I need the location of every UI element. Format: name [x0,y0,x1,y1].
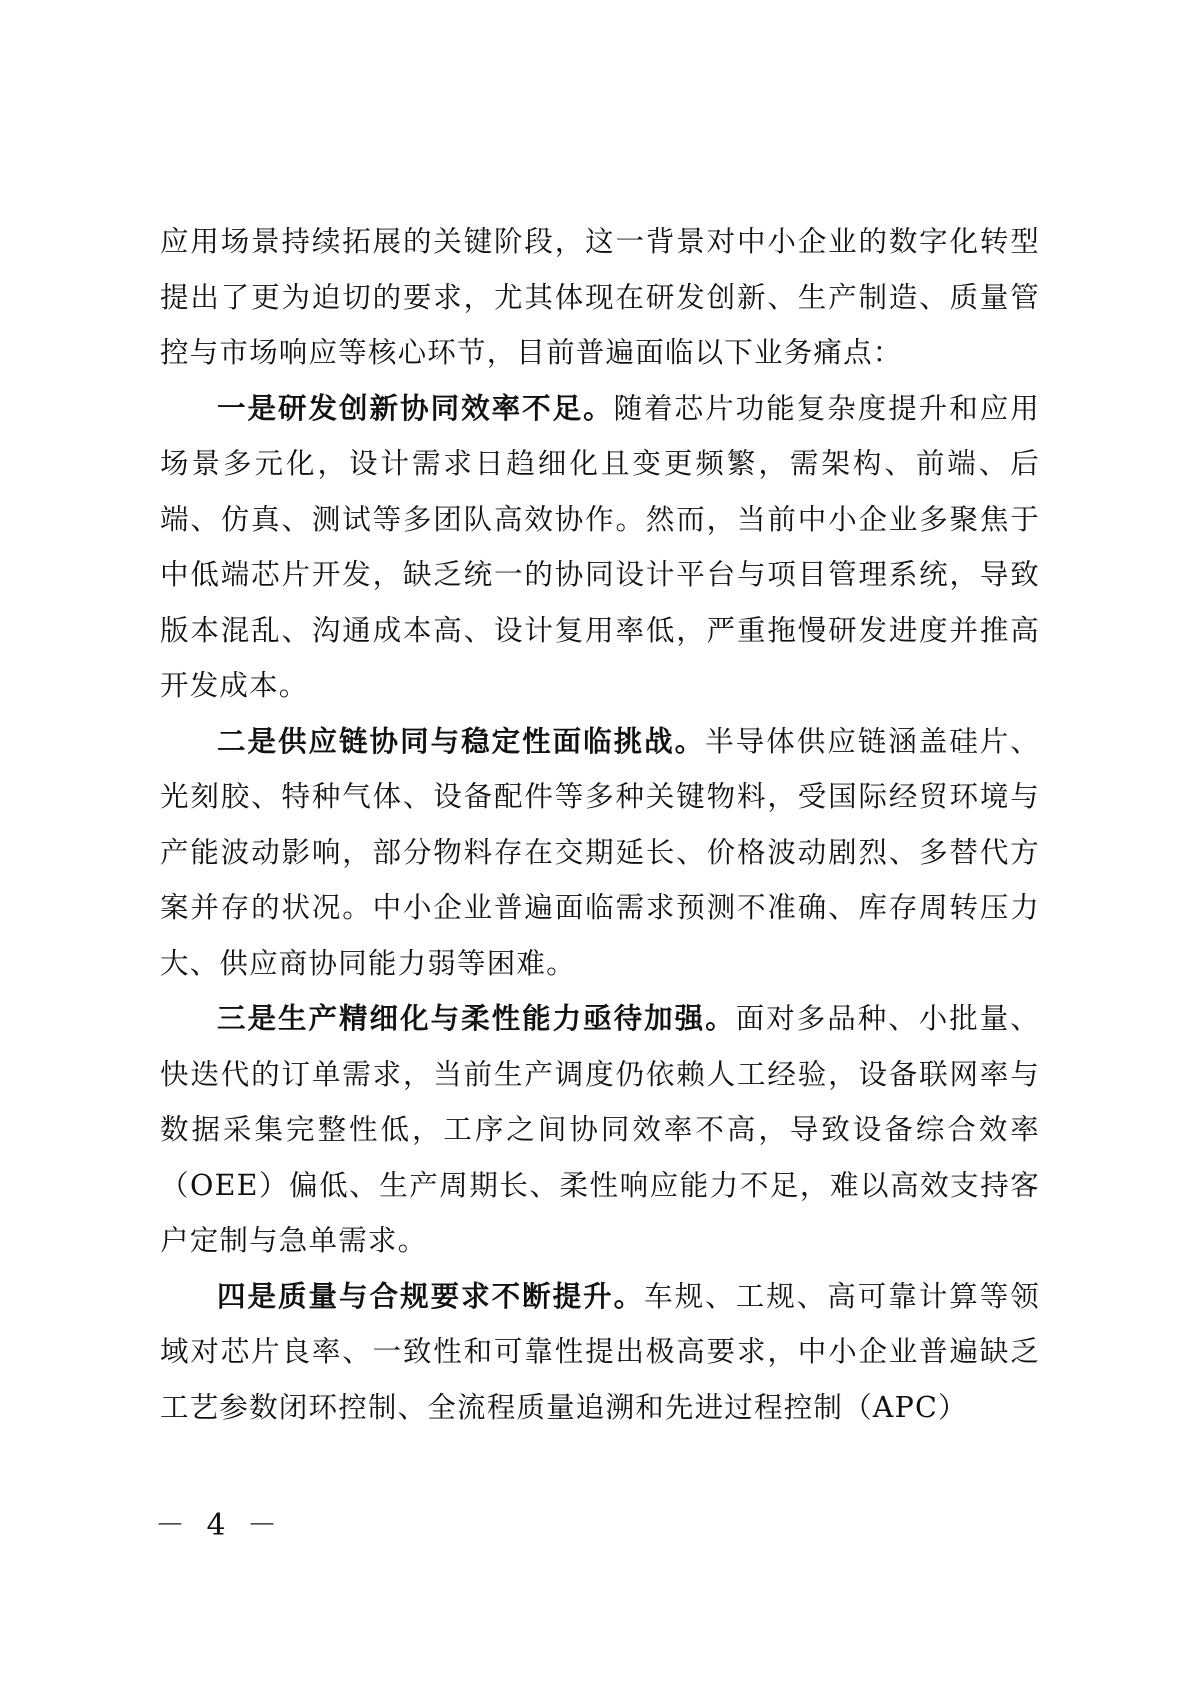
paragraph-rd-collaboration [160,381,1040,714]
paragraph-quality-compliance [160,1269,1040,1436]
paragraph-text: 应用场景持续拓展的关键阶段，这一背景对中小企业的数字化转型提出了更为迫切的要求，尤其体现在研发创新、生产制造、质量管控与市场响应等核心环节，目前普遍面临以下业务痛点： [160,225,1040,369]
page-number: － 4 － [155,1508,284,1543]
paragraph-text: 车规、工规、高可靠计算等领域对芯片良率、一致性和可靠性提出极高要求，中小企业普遍缺乏工艺参数闭环控制、全流程质量追溯和先进过程控制（APC） [160,1279,1040,1424]
paragraph-supply-chain [160,714,1040,992]
paragraph-heading: 三是生产精细化与柔性能力亟待加强。 [217,1002,736,1035]
paragraph-heading: 一是研发创新协同效率不足。 [217,391,614,425]
paragraph-intro-continued [160,214,1040,381]
paragraph-heading: 二是供应链协同与稳定性面临挑战。 [217,724,706,758]
body-text [160,214,1040,1435]
paragraph-text: 随着芯片功能复杂度提升和应用场景多元化，设计需求日趋细化且变更频繁，需架构、前端、后端、仿真、测试等多团队高效协作。然而，当前中小企业多聚焦于中低端芯片开发，缺乏统一的协同设计平台与项目管理系统，导致版本混乱、沟通成本高、设计复用率低，严重拖慢研发进度并推高开发成本。 [160,391,1040,702]
paragraph-text: 面对多品种、小批量、快迭代的订单需求，当前生产调度仍依赖人工经验，设备联网率与数据采集完整性低，工序之间协同效率不高，导致设备综合效率（OEE）偏低、生产周期长、柔性响应能力不足，难以高效支持客户定制与急单需求。 [160,1002,1040,1257]
paragraph-heading: 四是质量与合规要求不断提升。 [217,1279,645,1313]
paragraph-production [160,991,1040,1269]
paragraph-text: 半导体供应链涵盖硅片、光刻胶、特种气体、设备配件等多种关键物料，受国际经贸环境与产能波动影响，部分物料存在交期延长、价格波动剧烈、多替代方案并存的状况。中小企业普遍面临需求预测不准确、库存周转压力大、供应商协同能力弱等困难。 [160,724,1041,980]
